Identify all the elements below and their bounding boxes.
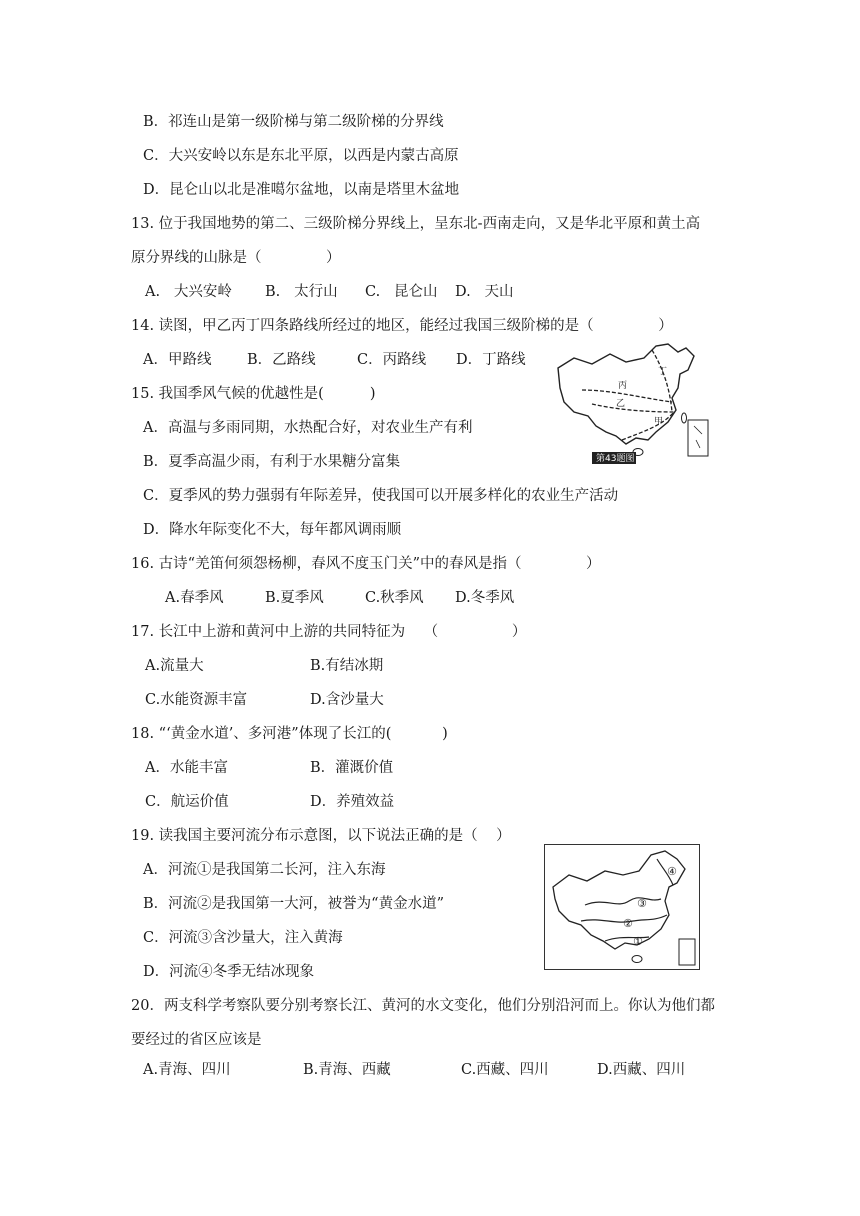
q15-option-d: D．降水年际变化不大，每年都风调雨顺 <box>143 522 402 538</box>
q19-option-d: D．河流④冬季无结冰现象 <box>143 964 315 980</box>
map-caption: 第43题图 <box>596 454 635 464</box>
q20-option-d: D.西藏、四川 <box>597 1062 686 1078</box>
river-label-1: ① <box>633 935 643 948</box>
q17-option-c: C.水能资源丰富 <box>145 692 248 708</box>
q16-option-a: A.春季风 <box>165 590 224 606</box>
q18-stem: 18. “‘黄金水道’、多河港”体现了长江的( ) <box>131 726 448 742</box>
q13-option-c: C. 昆仑山 <box>365 284 438 300</box>
q20-option-a: A.青海、四川 <box>143 1062 231 1078</box>
q15-option-a: A．高温与多雨同期，水热配合好，对农业生产有利 <box>143 420 473 436</box>
map-label-ding: 丁 <box>658 367 668 377</box>
river-huanghe <box>585 898 661 905</box>
q12-option-c: C．大兴安岭以东是东北平原，以西是内蒙古高原 <box>143 148 459 164</box>
route-map <box>552 340 712 464</box>
q19-option-b: B．河流②是我国第一大河，被誉为“黄金水道” <box>143 896 444 912</box>
route-yi <box>592 404 674 412</box>
q13-option-b: B. 太行山 <box>265 284 338 300</box>
q13-stem-line-2: 原分界线的山脉是（ ） <box>131 250 341 266</box>
river-label-3: ③ <box>637 897 647 910</box>
river-map <box>544 844 700 970</box>
china-outline-rivers <box>553 851 685 949</box>
q13-option-a: A. 大兴安岭 <box>145 284 232 300</box>
q16-option-c: C.秋季风 <box>365 590 424 606</box>
river-label-4: ④ <box>667 865 677 878</box>
river-label-2: ② <box>623 917 633 930</box>
q14-stem: 14. 读图，甲乙丙丁四条路线所经过的地区，能经过我国三级阶梯的是（ ） <box>131 318 673 334</box>
q15-option-b: B．夏季高温少雨，有利于水果糖分富集 <box>143 454 401 470</box>
map-label-bing: 丙 <box>618 381 628 391</box>
map-label-yi: 乙 <box>616 399 626 409</box>
q17-option-b: B.有结冰期 <box>310 658 384 674</box>
q14-option-b: B．乙路线 <box>247 352 316 368</box>
q14-option-a: A．甲路线 <box>143 352 212 368</box>
q13-option-d: D. 天山 <box>455 284 514 300</box>
route-ding <box>652 350 672 412</box>
river-map-graphic <box>545 845 699 969</box>
q18-option-a: A．水能丰富 <box>145 760 228 776</box>
q12-option-d: D．昆仑山以北是准噶尔盆地，以南是塔里木盆地 <box>143 182 460 198</box>
q18-option-b: B．灌溉价值 <box>310 760 394 776</box>
q20-stem-line-2: 要经过的省区应该是 <box>131 1032 262 1048</box>
q16-stem: 16. 古诗“羌笛何须怨杨柳，春风不度玉门关”中的春风是指（ ） <box>131 556 601 572</box>
map-label-jia: 甲 <box>654 417 664 427</box>
q16-option-d: D.冬季风 <box>455 590 515 606</box>
q12-option-b: B．祁连山是第一级阶梯与第二级阶梯的分界线 <box>143 114 444 130</box>
route-bing <box>582 390 672 402</box>
q19-option-a: A．河流①是我国第二长河，注入东海 <box>143 862 386 878</box>
q20-stem-line-1: 20．两支科学考察队要分别考察长江、黄河的水文变化，他们分别沿河而上。你认为他们都 <box>131 998 715 1014</box>
q14-option-d: D．丁路线 <box>456 352 526 368</box>
q15-option-c: C．夏季风的势力强弱有年际差异，使我国可以开展多样化的农业生产活动 <box>143 488 619 504</box>
q20-option-c: C.西藏、四川 <box>461 1062 549 1078</box>
q16-option-b: B.夏季风 <box>265 590 324 606</box>
q20-option-b: B.青海、西藏 <box>303 1062 391 1078</box>
q15-stem: 15. 我国季风气候的优越性是( ) <box>131 386 376 402</box>
q17-option-d: D.含沙量大 <box>310 692 384 708</box>
q17-stem: 17. 长江中上游和黄河中上游的共同特征为 （ ） <box>131 624 527 640</box>
q14-option-c: C．丙路线 <box>357 352 427 368</box>
south-sea-islands <box>694 426 702 448</box>
q18-option-c: C．航运价值 <box>145 794 229 810</box>
q13-stem-line-1: 13. 位于我国地势的第二、三级阶梯分界线上，呈东北-西南走向，又是华北平原和黄土高 <box>131 216 701 232</box>
q19-option-c: C．河流③含沙量大，注入黄海 <box>143 930 343 946</box>
route-map-graphic <box>552 340 712 464</box>
south-sea-inset <box>688 420 708 456</box>
route-jia <box>622 412 674 440</box>
taiwan-island <box>682 413 687 423</box>
q17-option-a: A.流量大 <box>145 658 204 674</box>
q19-stem: 19. 读我国主要河流分布示意图，以下说法正确的是（ ） <box>131 828 511 844</box>
south-sea-inset-2 <box>679 939 695 965</box>
hainan-island-2 <box>632 956 642 963</box>
q18-option-d: D．养殖效益 <box>310 794 395 810</box>
